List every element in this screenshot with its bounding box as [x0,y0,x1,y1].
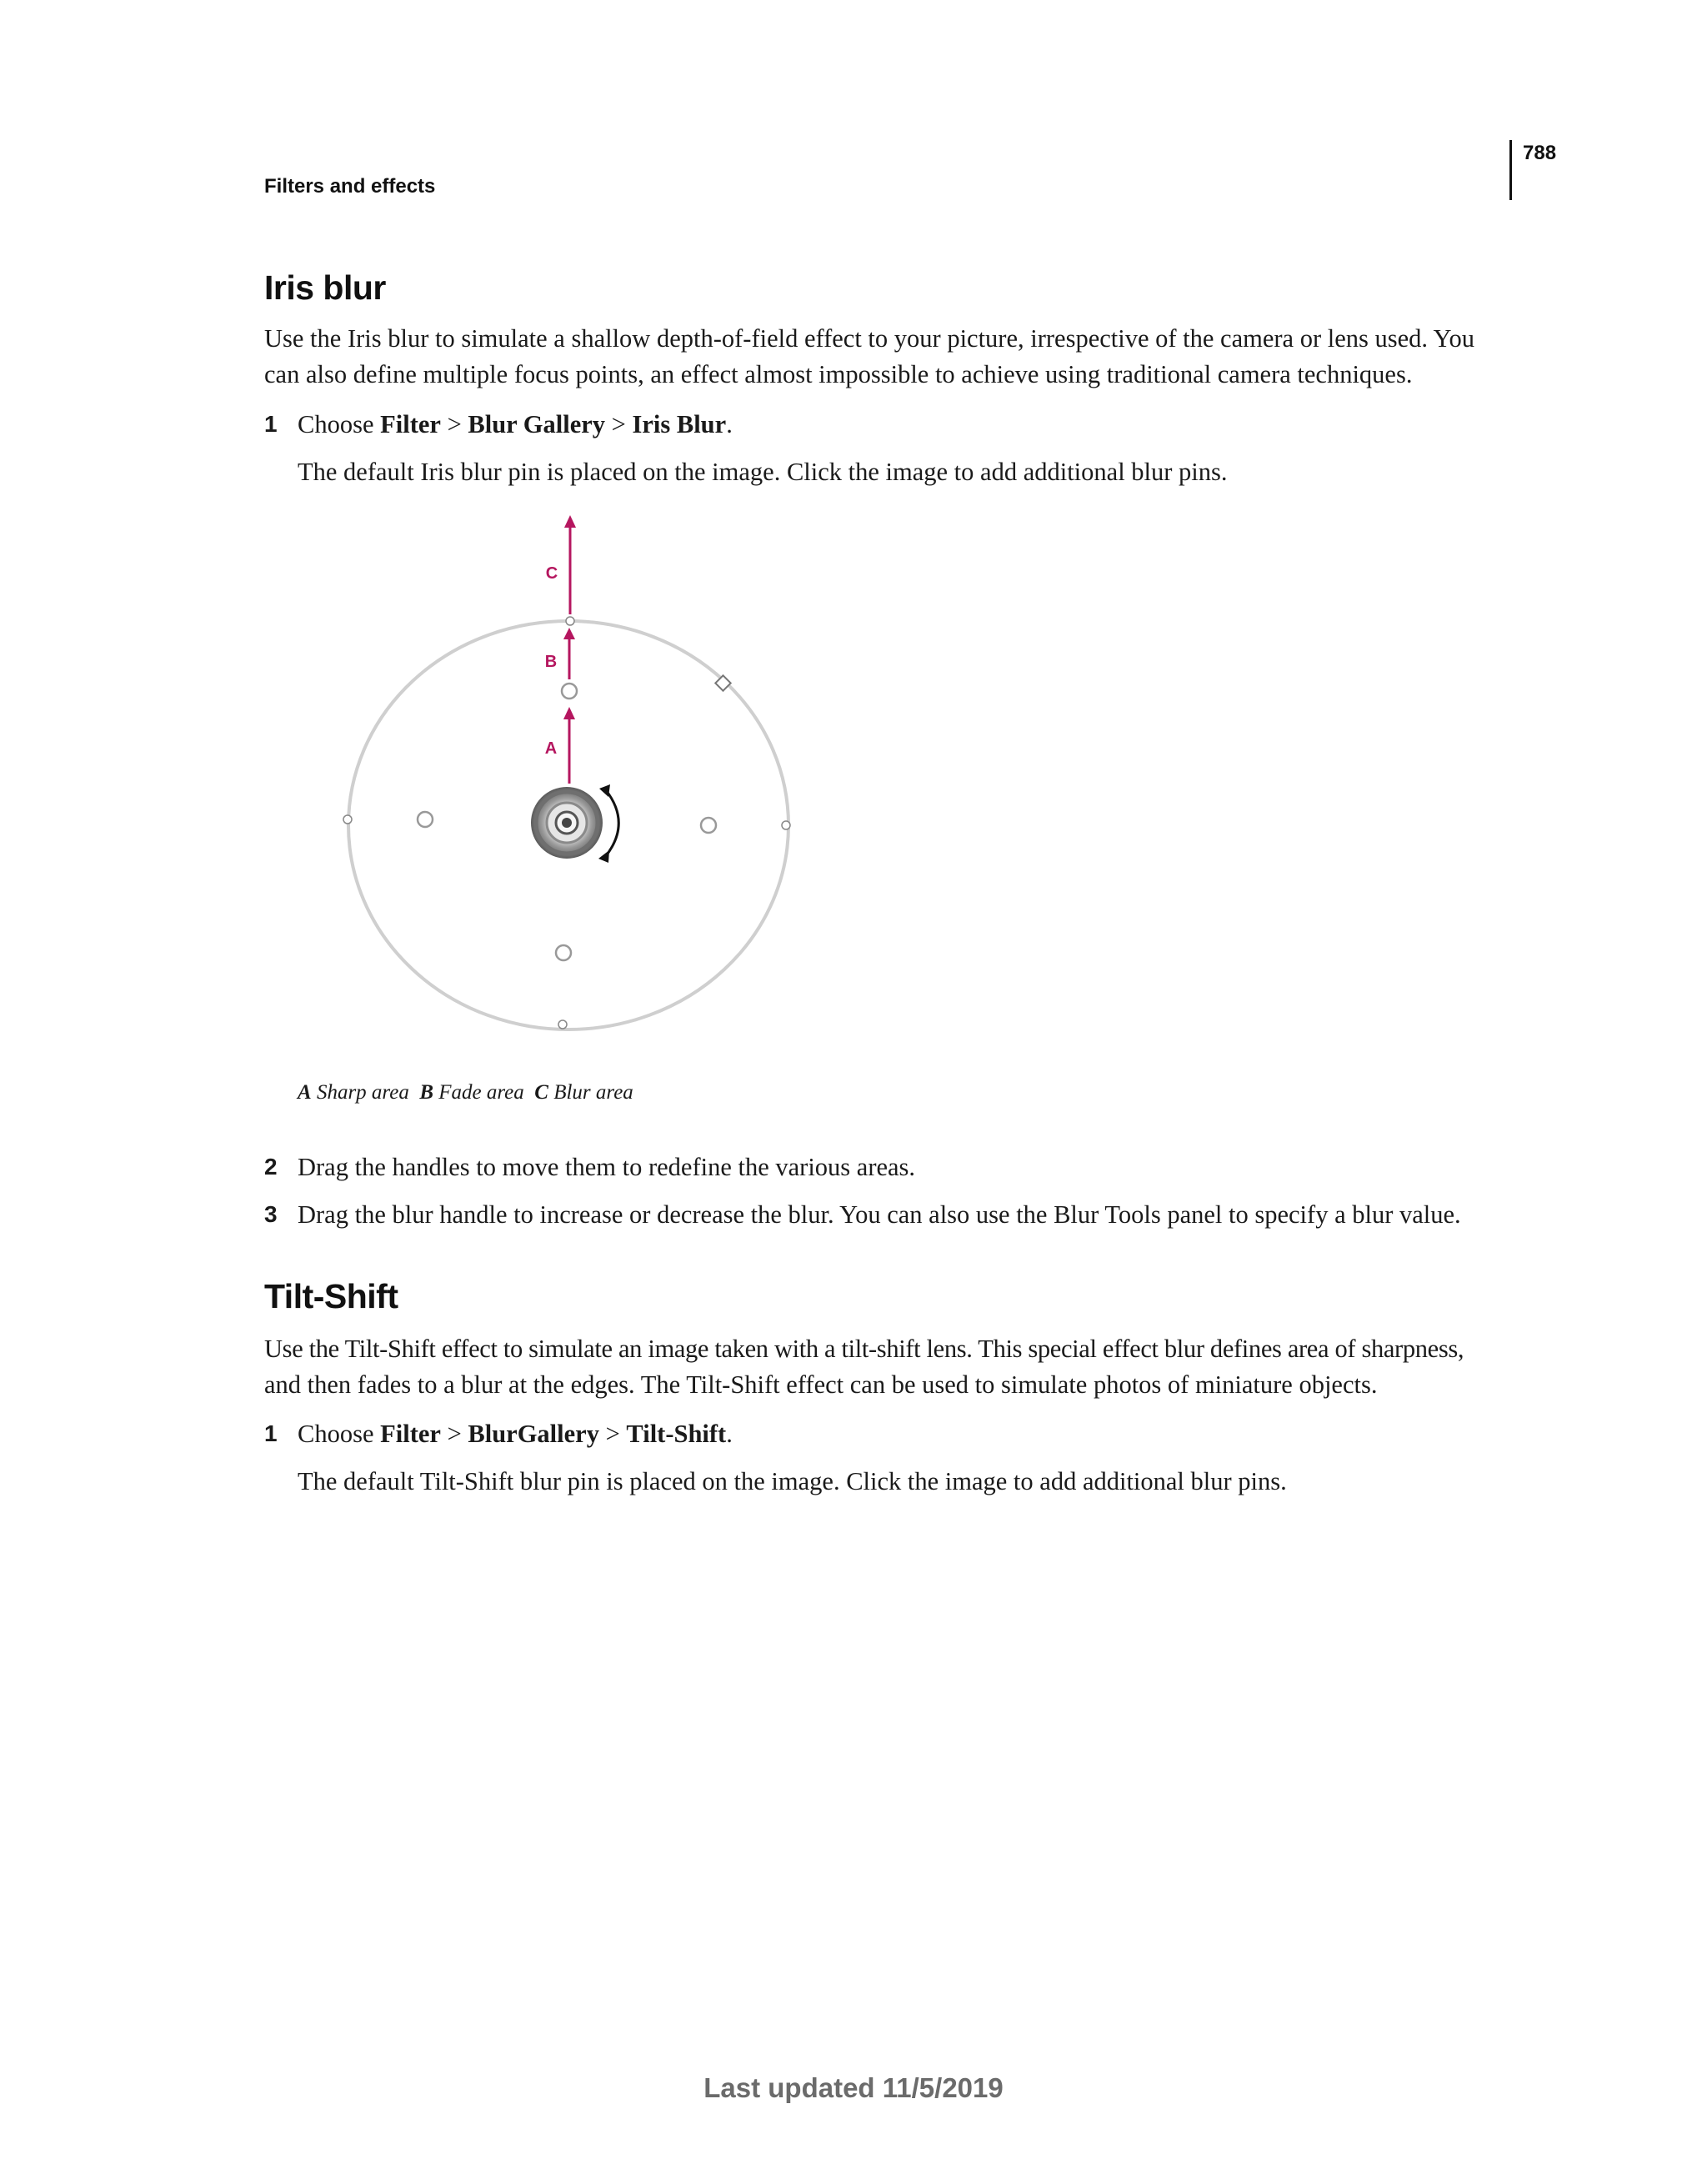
iris-step-1-number: 1 [264,411,278,437]
figure-caption [298,1081,633,1105]
step-end-period: . [726,1420,733,1448]
menu-tilt-shift: Tilt-Shift [626,1420,727,1448]
tilt-step-1-note: The default Tilt-Shift blur pin is placed on the image. Click the image to add additional blur pins. [298,1467,1287,1495]
menu-separator: > [605,1420,620,1448]
iris-step-2-number: 2 [264,1154,278,1180]
menu-separator: > [611,410,626,438]
fade-handle-bottom [556,945,571,960]
caption-key-a: A [298,1081,312,1104]
figure-label-b: B [544,653,558,671]
menu-filter: Filter [380,1420,441,1448]
tilt-step-1-text [298,1416,733,1452]
caption-text-a: Sharp area [316,1081,409,1104]
caption-key-c: C [534,1081,548,1104]
menu-separator: > [447,410,462,438]
menu-filter: Filter [380,410,441,438]
menu-blur-gallery: Blur Gallery [468,410,606,438]
iris-step-3-number: 3 [264,1201,278,1227]
fade-handle-top [562,684,577,699]
header-rule [1509,140,1512,200]
menu-iris-blur: Iris Blur [632,410,727,438]
tilt-step-1-number: 1 [264,1420,278,1446]
page-number: 788 [1523,142,1557,164]
roundness-square-handle [715,675,730,690]
last-updated-footer: Last updated 11/5/2019 [703,2072,1004,2103]
iris-blur-heading: Iris blur [264,268,386,307]
ellipse-top-handle [566,617,574,625]
blur-pin-icon [531,787,603,859]
step-end-period: . [726,410,733,438]
ellipse-right-handle [782,821,790,829]
ellipse-bottom-handle [558,1020,567,1029]
tilt-intro-line-1: Use the Tilt-Shift effect to simulate an image taken with a tilt-shift lens. This special effect blur defines area of sharpness, [264,1335,1464,1363]
ellipse-left-handle [343,815,352,824]
iris-step-2-text: Drag the handles to move them to redefine the various areas. [298,1153,916,1181]
arrow-a-icon [563,707,575,784]
caption-text-b: Fade area [438,1081,524,1104]
figure-label-a: A [544,739,558,758]
iris-step-1-text [298,407,733,443]
menu-separator: > [447,1420,462,1448]
tilt-shift-heading: Tilt-Shift [264,1277,398,1315]
step-choose-text: Choose [298,410,374,438]
menu-blur-gallery: BlurGallery [468,1420,599,1448]
iris-intro-line-2: can also define multiple focus points, an effect almost impossible to achieve using traditional camera techniques. [264,360,1413,388]
fade-handle-left [418,812,433,827]
iris-step-3-text: Drag the blur handle to increase or decrease the blur. You can also use the Blur Tools panel to specify a blur value. [298,1200,1461,1229]
tilt-intro-line-2: and then fades to a blur at the edges. The Tilt-Shift effect can be used to simulate photos of miniature objects. [264,1370,1378,1399]
iris-intro-line-1: Use the Iris blur to simulate a shallow depth-of-field effect to your picture, irrespective of the camera or lens used. You [264,324,1474,353]
arrow-c-icon [564,515,576,614]
caption-text-c: Blur area [553,1081,633,1104]
section-title: Filters and effects [264,175,436,198]
arrow-b-icon [563,628,575,679]
fade-handle-right [701,818,716,833]
figure-label-c: C [545,564,558,583]
iris-blur-figure [333,508,817,1042]
step-choose-text: Choose [298,1420,374,1448]
iris-step-1-note: The default Iris blur pin is placed on the image. Click the image to add additional blur pins. [298,458,1228,486]
caption-key-b: B [419,1081,434,1104]
